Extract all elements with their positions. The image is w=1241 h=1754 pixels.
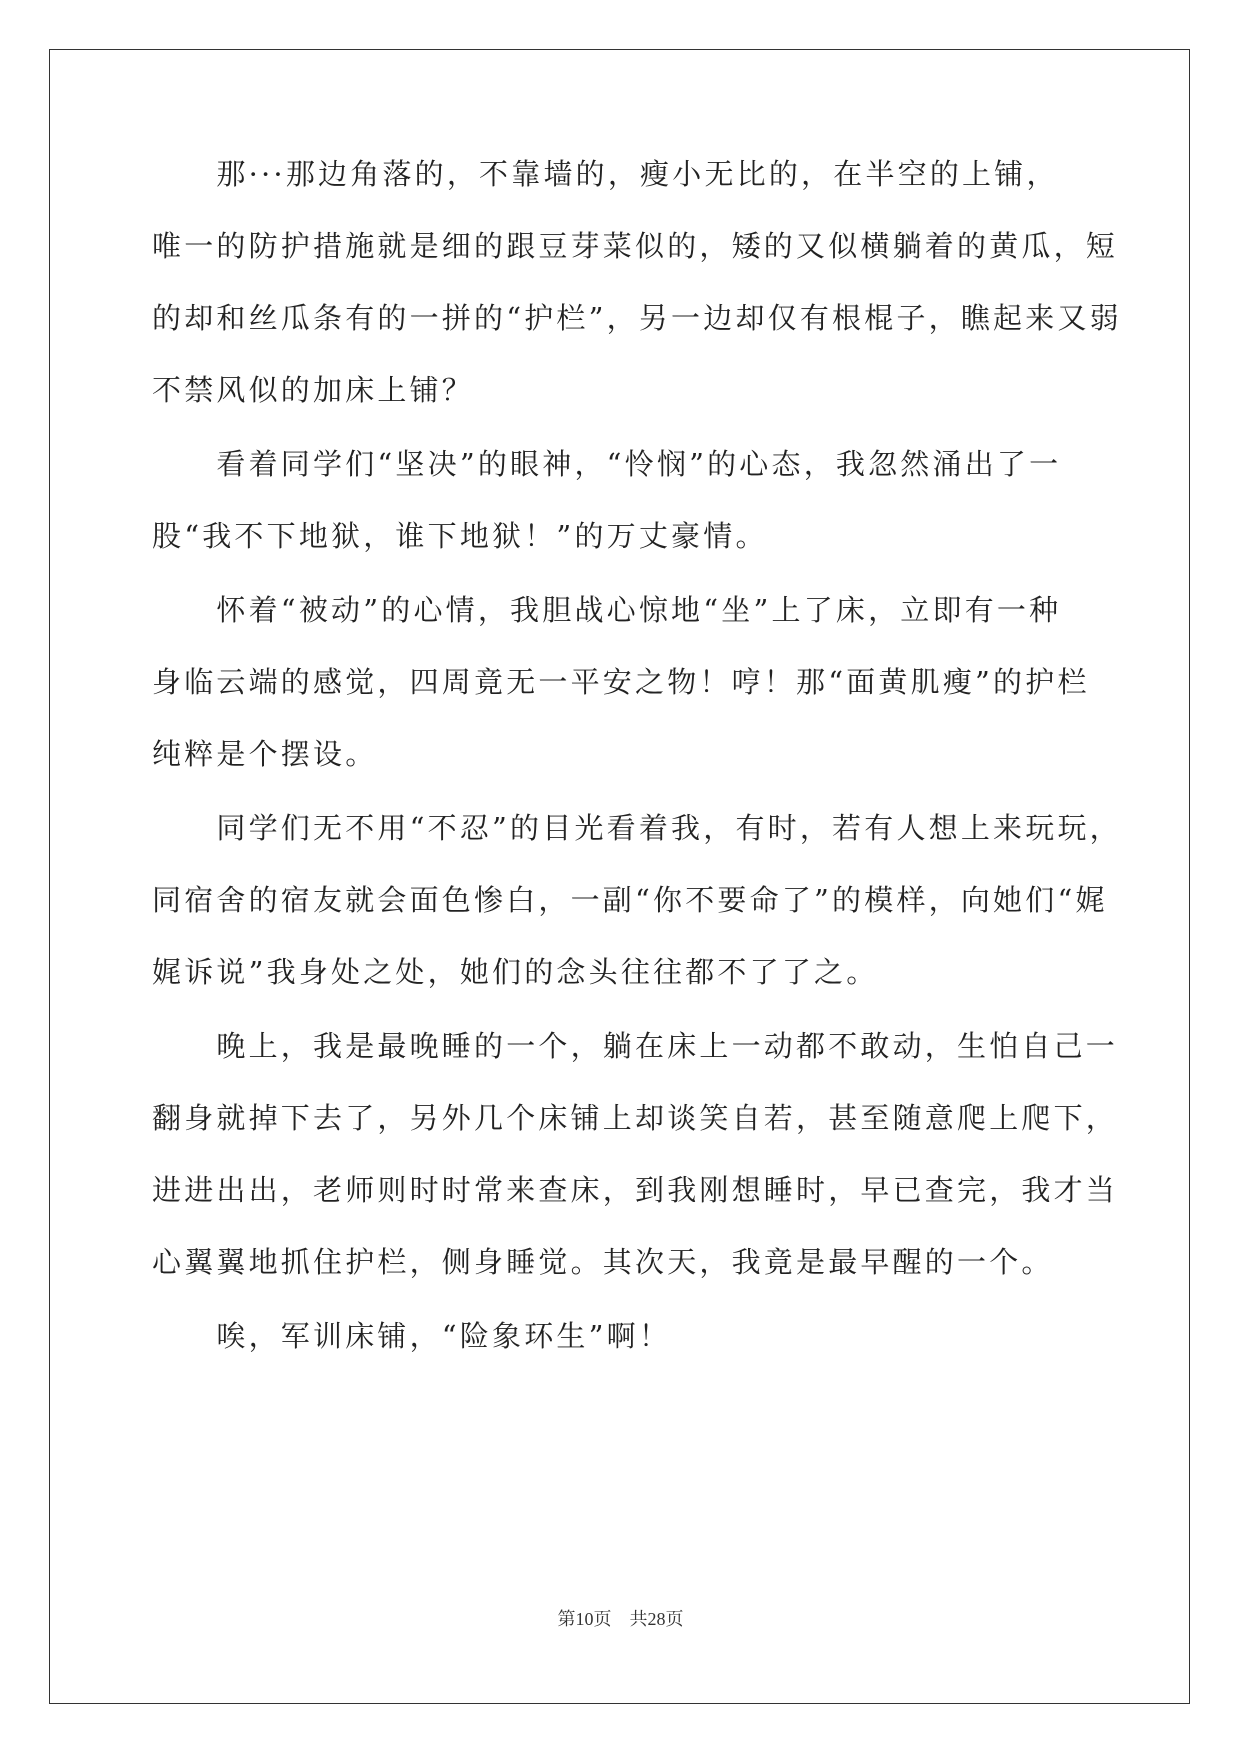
text-line: 同宿舍的宿友就会面色惨白，一副“你不要命了”的模样，向她们“娓	[152, 883, 1108, 917]
text-line: 怀着“被动”的心情，我胆战心惊地“坐”上了床，立即有一种	[152, 593, 1062, 627]
text-line: 的却和丝瓜条有的一拼的“护栏”，另一边却仅有根棍子，瞧起来又弱	[152, 301, 1122, 335]
text-line: 纯粹是个摆设。	[152, 737, 378, 771]
text-line: 那···那边角落的，不靠墙的，瘦小无比的，在半空的上铺，	[152, 157, 1059, 191]
page-number: 第10页 共28页	[557, 1609, 684, 1629]
text-line: 翻身就掉下去了，另外几个床铺上却谈笑自若，甚至随意爬上爬下，	[152, 1101, 1119, 1135]
text-line: 股“我不下地狱，谁下地狱！”的万丈豪情。	[152, 519, 768, 553]
text-line: 同学们无不用“不忍”的目光看着我，有时，若有人想上来玩玩，	[152, 811, 1122, 845]
text-line: 进进出出，老师则时时常来查床，到我刚想睡时，早已查完，我才当	[152, 1173, 1119, 1207]
text-line: 身临云端的感觉，四周竟无一平安之物！哼！那“面黄肌瘦”的护栏	[152, 665, 1090, 699]
text-line: 晚上，我是最晚睡的一个，躺在床上一动都不敢动，生怕自己一	[152, 1029, 1119, 1063]
text-line: 唉，军训床铺，“险象环生”啊！	[152, 1319, 672, 1353]
text-line: 心翼翼地抓住护栏，侧身睡觉。其次天，我竟是最早醒的一个。	[152, 1245, 1054, 1279]
text-line: 不禁风似的加床上铺？	[152, 373, 475, 407]
text-line: 娓诉说”我身处之处，她们的念头往往都不了了之。	[152, 955, 879, 989]
text-line: 唯一的防护措施就是细的跟豆芽菜似的，矮的又似横躺着的黄瓜，短	[152, 229, 1119, 263]
text-line: 看着同学们“坚决”的眼神，“怜悯”的心态，我忽然涌出了一	[152, 447, 1062, 481]
